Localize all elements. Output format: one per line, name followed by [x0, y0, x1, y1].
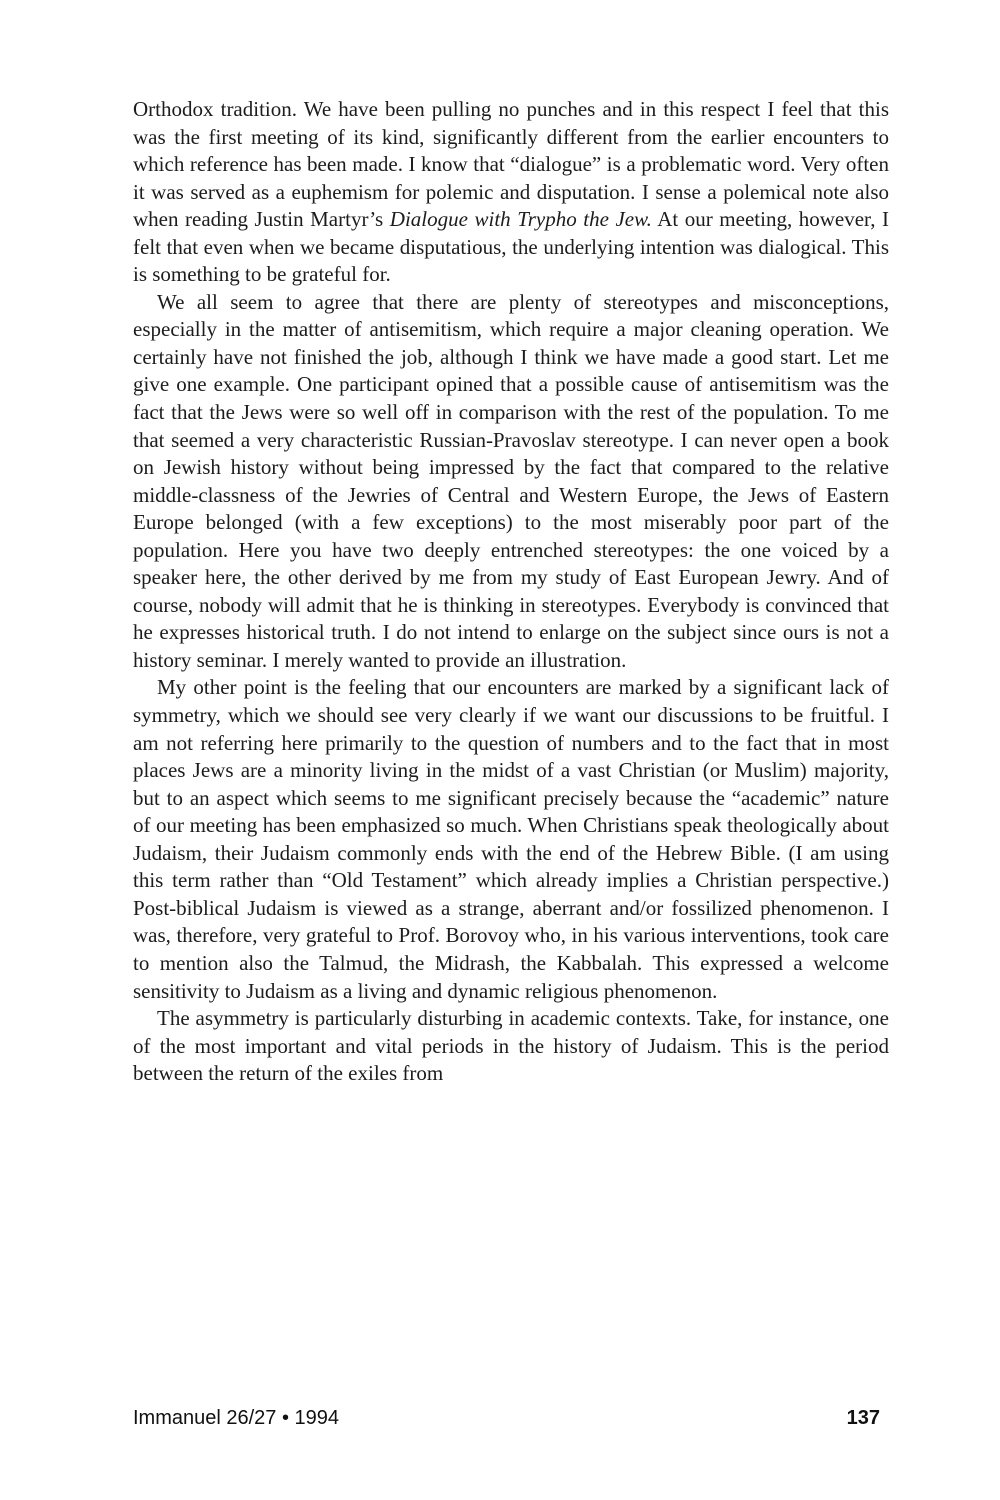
- page-number: 137: [846, 1407, 880, 1429]
- paragraph-1-text-a: Orthodox tradition. We have been pulling no punches and in this respect I feel that this was the first meeting of its kind, significantly different from the earlier encounters to which reference has been made. I know that “dialogue” is a problematic word. Very often it was served as a euphemism for polemic and disputation. I sense a polemical note also when reading Justin Martyr’s: [133, 97, 889, 232]
- paragraph-2: We all seem to agree that there are plenty of stereotypes and misconceptions, especially in the matter of antisemitism, which require a major cleaning operation. We certainly have not finished the job, although I think we have made a good start. Let me give one example. One participant opined that a possible cause of antisemitism was the fact that the Jews were so well off in comparison with the rest of the population. To me that seemed a very characteristic Russian-Pravoslav stereotype. I can never open a book on Jewish history without being impressed by the fact that compared to the relative middle-classness of the Jewries of Central and Western Europe, the Jews of Eastern Europe belonged (with a few exceptions) to the most miserably poor part of the population. Here you have two deeply entrenched stereotypes: the one voiced by a speaker here, the other derived by me from my study of East European Jewry. And of course, nobody will admit that he is thinking in stereotypes. Everybody is convinced that he expresses historical truth. I do not intend to enlarge on the subject since ours is not a history seminar. I merely wanted to provide an illustration.: [133, 289, 889, 672]
- paragraph-3: My other point is the feeling that our encounters are marked by a significant lack of symmetry, which we should see very clearly if we want our discussions to be fruitful. I am not referring here primarily to the question of numbers and to the fact that in most places Jews are a minority living in the midst of a vast Christian (or Muslim) majority, but to an aspect which seems to me significant precisely because the “academic” nature of our meeting has been emphasized so much. When Christians speak theologically about Judaism, their Judaism commonly ends with the end of the Hebrew Bible. (I am using this term rather than “Old Testament” which already implies a Christian perspective.) Post-biblical Judaism is viewed as a strange, aberrant and/or fossilized phenomenon. I was, therefore, very grateful to Prof. Borovoy who, in his various interventions, took care to mention also the Talmud, the Midrash, the Kabbalah. This expressed a welcome sensitivity to Judaism as a living and dynamic religious phenomenon.: [133, 675, 889, 1003]
- journal-citation: Immanuel 26/27 • 1994: [133, 1407, 340, 1429]
- book-title-italic: Dialogue with Trypho the Jew.: [389, 207, 652, 232]
- paragraph-1: [133, 96, 889, 289]
- body-text: [133, 96, 889, 1088]
- paragraph-4: The asymmetry is particularly disturbing in academic contexts. Take, for instance, one of the most important and vital periods in the history of Judaism. This is the period between the return of the exiles from: [133, 1006, 889, 1086]
- page-footer: [133, 1407, 880, 1437]
- paragraph-1-text-b: At our meeting, however, I felt that even when we became disputatious, the underlying intention was dialogical. This is something to be grateful for.: [133, 207, 890, 287]
